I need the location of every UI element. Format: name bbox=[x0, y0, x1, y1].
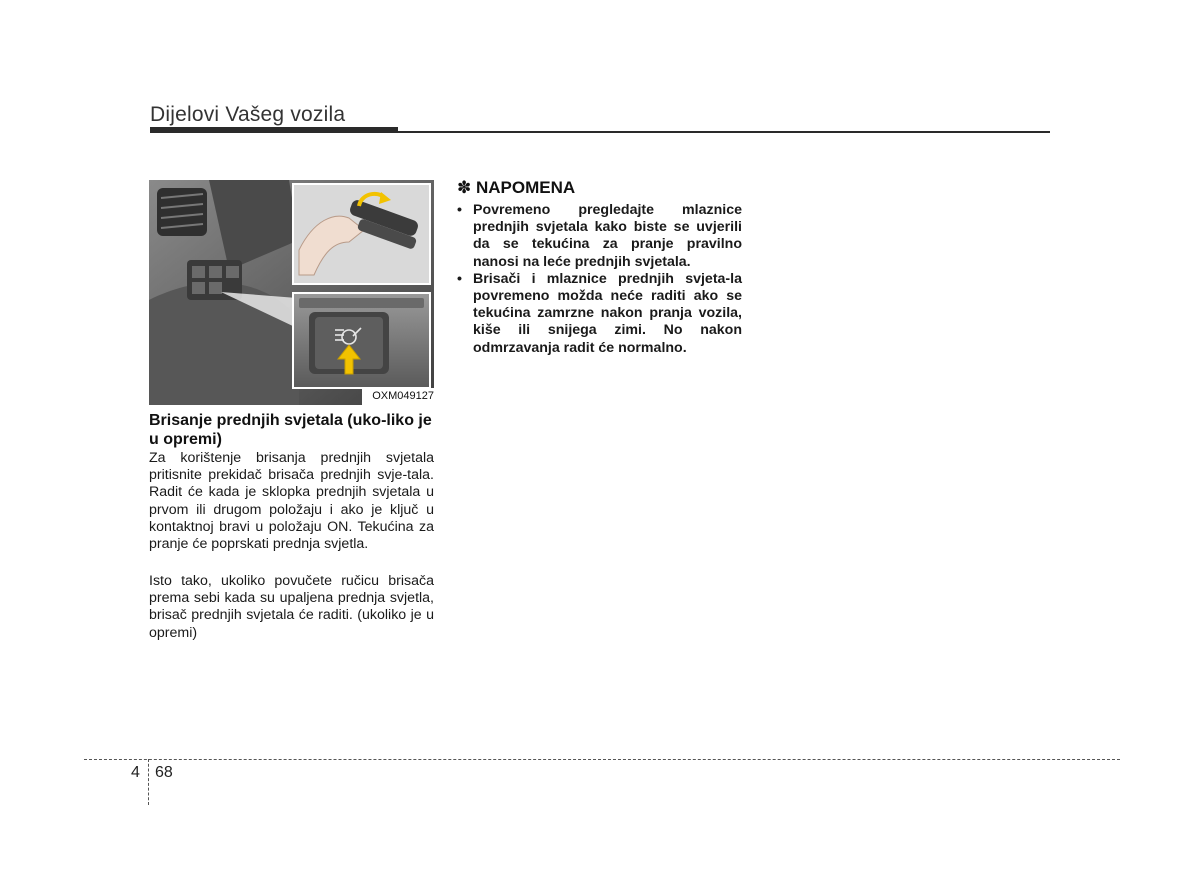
note-item bbox=[457, 271, 742, 357]
body-paragraph: Za korištenje brisanja prednjih svjetala pritisnite prekidač brisača prednjih svje-tala. Radit će kada je sklopka prednjih svjetala u prvom ili drugom položaju i ako je ključ u kontaktnoj bravi u položaju ON. Tekućina za pranje će poprskati prednja svjetla. bbox=[149, 450, 434, 553]
note-list bbox=[457, 202, 742, 357]
air-vent bbox=[157, 188, 207, 236]
section-heading: Brisanje prednjih svjetala (uko-liko je u opremi) bbox=[149, 412, 432, 448]
note-title: ✽ NAPOMENA bbox=[457, 178, 576, 197]
bullet-icon: • bbox=[457, 270, 462, 287]
page-header-title: Dijelovi Vašeg vozila bbox=[150, 103, 346, 126]
header-rule-accent bbox=[150, 127, 398, 133]
footer-rule bbox=[84, 759, 1120, 760]
page-number: 68 bbox=[155, 764, 173, 781]
dashboard-photo bbox=[149, 180, 434, 405]
note-item-text: Brisači i mlaznice prednjih svjeta-la povremeno možda neće raditi ako se tekućina zamrzne nakon pranja vozila, kiše ili snijega zimi. No nakon odmrzavanja radit će normalno. bbox=[473, 270, 742, 356]
wiper-stalk-inset bbox=[293, 184, 430, 284]
note-item bbox=[457, 202, 742, 271]
headlamp-washer-switch-inset bbox=[293, 293, 430, 388]
body-paragraph: Isto tako, ukoliko povučete ručicu brisača prema sebi kada su upaljena prednja svjetla, brisač prednjih svjetala će raditi. (ukoliko je u opremi) bbox=[149, 573, 434, 641]
figure-code: OXM049127 bbox=[362, 388, 434, 405]
chapter-number: 4 bbox=[131, 764, 140, 781]
footer-divider bbox=[148, 759, 149, 805]
bullet-icon: • bbox=[457, 202, 462, 218]
note-item-text: Povremeno pregledajte mlaznice prednjih svjetala kako biste se uvjerili da se tekućina za pranje pravilno nanosi na leće prednjih svjetala. bbox=[473, 202, 742, 270]
